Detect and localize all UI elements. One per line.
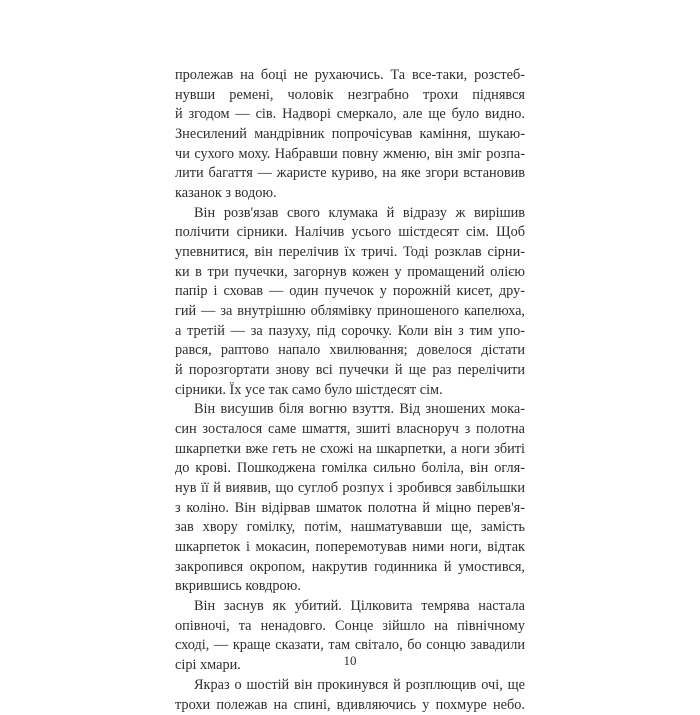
- text-line: до крові. Пошкоджена гомілка сильно боліла, він огля-: [175, 459, 525, 479]
- text-line: вкрившись ковдрою.: [175, 577, 525, 597]
- text-line: шкарпеток і мокасин, поперемотував ними ноги, відтак: [175, 538, 525, 558]
- text-line: сірники. Їх усе так само було шістдесят сім.: [175, 381, 525, 401]
- paragraph: [175, 676, 525, 715]
- text-line: шкарпетки вже геть не схожі на шкарпетки, а ноги збиті: [175, 440, 525, 460]
- text-line: лити багаття — жаристе куриво, на яке згори встановив: [175, 164, 525, 184]
- text-line: Знесилений мандрівник попрочісував каміння, шукаю-: [175, 125, 525, 145]
- text-line: папір і сховав — один пучечок у порожній кисет, дру-: [175, 282, 525, 302]
- text-line: Він заснув як убитий. Цілковита темрява настала: [175, 597, 525, 617]
- text-line: рався, раптово напало хвилювання; довелося дістати: [175, 341, 525, 361]
- text-line: ки в три пучечки, загорнув кожен у промащений олією: [175, 263, 525, 283]
- text-line: гий — за внутрішню облямівку приношеного капелюха,: [175, 302, 525, 322]
- text-line: трохи полежав на спині, вдивляючись у похмуре небо.: [175, 696, 525, 715]
- text-line: пролежав на боці не рухаючись. Та все-таки, розстеб-: [175, 66, 525, 86]
- text-line: полічити сірники. Налічив усього шістдесят сім. Щоб: [175, 223, 525, 243]
- text-line: з коліно. Він відірвав шматок полотна й міцно перев'я-: [175, 499, 525, 519]
- text-line: нув її й виявив, що суглоб розпух і зробився завбільшки: [175, 479, 525, 499]
- paragraph: [175, 66, 525, 204]
- page-number: 10: [0, 653, 700, 669]
- text-line: упевнитися, він перелічив їх тричі. Тоді розклав сірни-: [175, 243, 525, 263]
- text-line: опівночі, та ненадовго. Сонце зійшло на північному: [175, 617, 525, 637]
- text-line: закропився окропом, накрутив годинника й умостився,: [175, 558, 525, 578]
- text-line: нувши ремені, чоловік незграбно трохи піднявся: [175, 86, 525, 106]
- paragraph: [175, 204, 525, 401]
- text-line: Він розв'язав свого клумака й відразу ж вирішив: [175, 204, 525, 224]
- text-line: син зосталося саме шмаття, зшиті власноруч з полотна: [175, 420, 525, 440]
- text-line: а третій — за пазуху, під сорочку. Коли він з тим упо-: [175, 322, 525, 342]
- text-line: казанок з водою.: [175, 184, 525, 204]
- text-line: сірі хмари.: [175, 656, 525, 676]
- text-line: чи сухого моху. Набравши повну жменю, він зміг розпа-: [175, 145, 525, 165]
- text-line: сході, — краще сказати, там світало, бо сонцю завадили: [175, 636, 525, 656]
- body-text: [175, 66, 525, 715]
- text-line: зав хвору гомілку, потім, нашматувавши ще, замість: [175, 518, 525, 538]
- text-line: й згодом — сів. Надворі смеркало, але ще було видно.: [175, 105, 525, 125]
- text-line: Якраз о шостій він прокинувся й розплющив очі, ще: [175, 676, 525, 696]
- text-line: й порозгортати знову всі пучечки й ще раз перелічити: [175, 361, 525, 381]
- text-line: Він висушив біля вогню взуття. Від зношених мока-: [175, 400, 525, 420]
- paragraph: [175, 400, 525, 597]
